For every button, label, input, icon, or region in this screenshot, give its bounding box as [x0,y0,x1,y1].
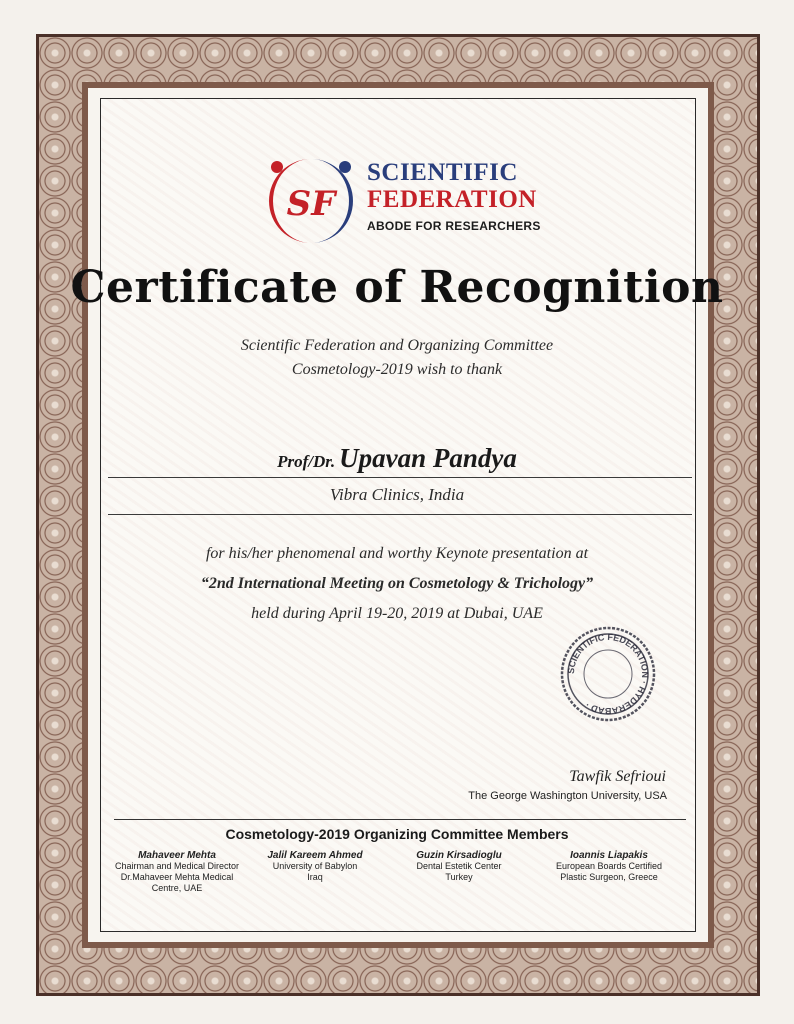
body-line-1: for his/her phenomenal and worthy Keynote presentation at [205,545,589,562]
committee-title: Cosmetology-2019 Organizing Committee Members [225,826,569,842]
official-seal-stamp [558,624,658,724]
event-dates-location: held during April 19-20, 2019 at Dubai, UAE [251,605,543,622]
divider-bottom [108,514,692,515]
logo-tagline: ABODE FOR RESEARCHERS [367,219,541,233]
member-detail: University of Babylon [272,861,358,871]
committee-member [544,850,674,883]
logo-title-line1: SCIENTIFIC [367,159,518,186]
recipient-name-line [0,443,794,474]
certificate-title: Certificate of Recognition [70,262,724,313]
member-detail: Dr.Mahaveer Mehta Medical [120,872,234,882]
recipient-prefix: Prof/Dr. [277,452,336,471]
seal-text: SCIENTIFIC FEDERATION · HYDERABAD · [565,631,651,717]
event-name: “2nd International Meeting on Cosmetology & Trichology” [200,575,594,592]
logo-title-line2: FEDERATION [367,186,537,213]
member-name: Mahaveer Mehta [138,850,216,861]
member-detail: Plastic Surgeon, Greece [560,872,658,882]
member-name: Guzin Kirsadioglu [416,850,502,861]
committee-divider [114,819,686,820]
member-detail: Chairman and Medical Director [114,861,240,871]
intro-line-2: Cosmetology-2019 wish to thank [291,361,503,378]
recipient-affiliation: Vibra Clinics, India [329,485,465,504]
committee-member [112,850,242,894]
divider-top [108,477,692,478]
svg-text:SCIENTIFIC FEDERATION · HYDERA [566,632,650,716]
member-detail: Dental Estetik Center [416,861,502,871]
member-detail: Iraq [307,872,323,882]
signatory-name: Tawfik Sefrioui [569,768,666,785]
committee-member [250,850,380,883]
member-detail: Turkey [445,872,473,882]
sf-logo-icon [263,153,359,249]
signatory-affiliation: The George Washington University, USA [468,790,667,802]
member-detail: Centre, UAE [151,883,203,893]
scientific-federation-logo [263,153,553,249]
intro-line-1: Scientific Federation and Organizing Committee [240,337,554,354]
member-name: Ioannis Liapakis [570,850,648,861]
member-detail: European Boards Certified [555,861,663,871]
member-name: Jalil Kareem Ahmed [267,850,363,861]
committee-member [394,850,524,883]
logo-monogram: SF [286,184,336,224]
recipient-name: Upavan Pandya [339,443,517,473]
